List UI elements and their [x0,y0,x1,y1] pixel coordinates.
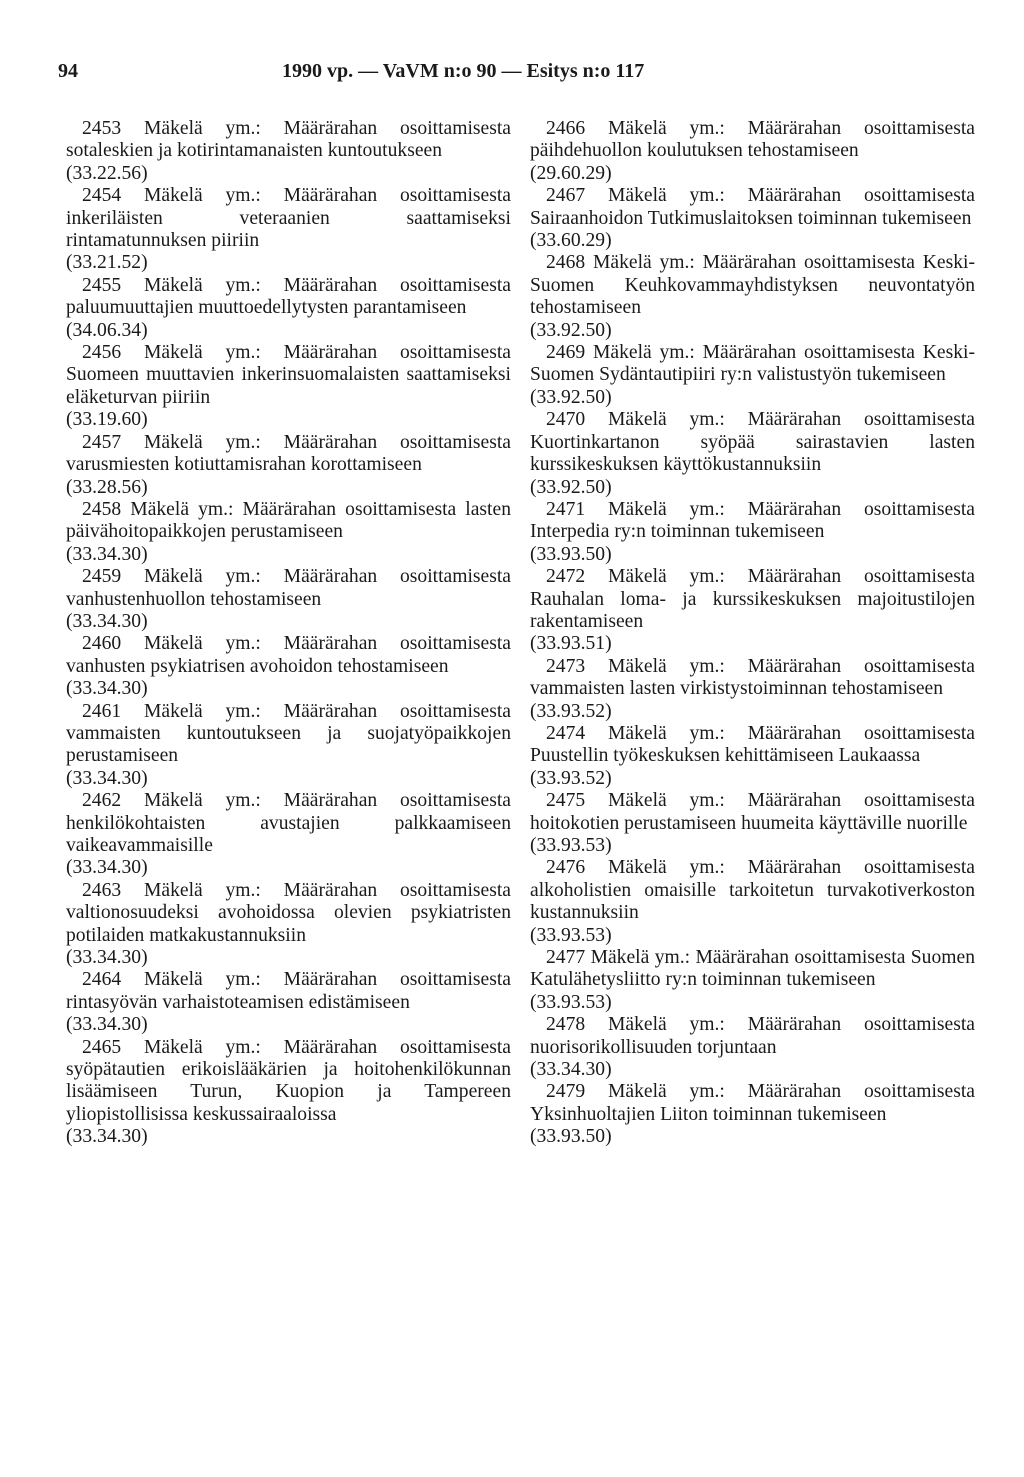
entry-text: 2462 Mäkelä ym.: Määrärahan osoittamisesta henkilökohtaisten avustajien palkkaamiseen vaikeavammaisille [66,790,511,856]
motion-entry [66,342,511,432]
motion-entry [530,566,975,656]
entry-text: 2458 Mäkelä ym.: Määrärahan osoittamisesta lasten päivähoitopaikkojen perustamiseen [66,498,511,543]
left-column [66,118,511,1149]
budget-code: (33.34.30) [66,1014,148,1036]
budget-code: (33.28.56) [66,476,148,498]
entry-text: 2467 Mäkelä ym.: Määrärahan osoittamisesta Sairaanhoidon Tutkimuslaitoksen toiminnan tukemiseen [530,185,975,229]
motion-entry [530,118,975,185]
entry-text: 2457 Mäkelä ym.: Määrärahan osoittamisesta varusmiesten kotiuttamisrahan korottamiseen [66,431,511,476]
motion-entry [66,118,511,185]
motion-entry [530,723,975,790]
motion-entry [66,432,511,499]
budget-code: (33.34.30) [530,1059,612,1081]
budget-code: (33.92.50) [530,386,612,408]
entry-text: 2479 Mäkelä ym.: Määrärahan osoittamisesta Yksinhuoltajien Liiton toiminnan tukemiseen [530,1081,975,1125]
right-column [530,118,975,1149]
motion-entry [530,1014,975,1081]
budget-code: (33.93.53) [530,835,612,856]
entry-text: 2455 Mäkelä ym.: Määrärahan osoittamisesta paluumuuttajien muuttoedellytysten parantamiseen [66,274,511,319]
budget-code: (33.93.52) [530,767,612,789]
entry-text: 2453 Mäkelä ym.: Määrärahan osoittamisesta sotaleskien ja kotirintamanaisten kuntoutukseen [66,118,511,162]
budget-code: (33.34.30) [66,767,148,789]
motion-entry [66,701,511,791]
entry-text: 2477 Mäkelä ym.: Määrärahan osoittamisesta Suomen Katulähetysliitto ry:n toiminnan tukemiseen [530,947,975,991]
motion-entry [530,499,975,566]
motion-entry [66,1037,511,1149]
entry-text: 2466 Mäkelä ym.: Määrärahan osoittamisesta päihdehuollon koulutuksen tehostamiseen [530,118,975,162]
entry-text: 2460 Mäkelä ym.: Määrärahan osoittamisesta vanhusten psykiatrisen avohoidon tehostamiseen [66,633,511,677]
entry-text: 2478 Mäkelä ym.: Määrärahan osoittamisesta nuorisorikollisuuden torjuntaan [530,1014,975,1058]
budget-code: (33.93.50) [530,543,612,565]
budget-code: (33.34.30) [66,1126,148,1148]
entry-text: 2464 Mäkelä ym.: Määrärahan osoittamisesta rintasyövän varhaistoteamisen edistämiseen [66,969,511,1013]
budget-code: (33.21.52) [66,252,148,274]
entry-text: 2465 Mäkelä ym.: Määrärahan osoittamisesta syöpätautien erikoislääkärien ja hoitohenkilökunnan lisäämiseen Turun, Kuopion ja Tampereen yliopistollisissa keskussairaaloissa [66,1036,511,1125]
entry-text: 2470 Mäkelä ym.: Määrärahan osoittamisesta Kuortinkartanon syöpää sairastavien lasten kurssikeskuksen käyttökustannuksiin [530,409,975,476]
motion-entry [530,1081,975,1148]
budget-code: (33.34.30) [66,947,148,969]
motion-entry [530,185,975,252]
motion-entry [66,275,511,342]
budget-code: (33.92.50) [530,319,612,341]
budget-code: (33.22.56) [66,162,148,184]
motion-entry [530,790,975,857]
motion-entry [530,857,975,947]
budget-code: (33.19.60) [66,409,148,431]
motion-entry [66,969,511,1036]
budget-code: (34.06.34) [66,319,148,341]
budget-code: (33.34.30) [66,543,148,565]
motion-entry [66,790,511,880]
running-head: 1990 vp. — VaVM n:o 90 — Esitys n:o 117 [282,60,645,82]
budget-code: (29.60.29) [530,162,612,184]
entry-text: 2476 Mäkelä ym.: Määrärahan osoittamisesta alkoholistien omaisille tarkoitetun turvakotiverkoston kustannuksiin [530,857,975,924]
motion-entry [530,947,975,1014]
motion-entry [530,252,975,342]
budget-code: (33.93.52) [530,700,612,722]
entry-text: 2468 Mäkelä ym.: Määrärahan osoittamisesta Keski-Suomen Keuhkovammayhdistyksen neuvontatyön tehostamiseen [530,252,975,319]
motion-entry [66,185,511,275]
budget-code: (33.93.50) [530,1126,612,1148]
entry-text: 2461 Mäkelä ym.: Määrärahan osoittamisesta vammaisten kuntoutukseen ja suojatyöpaikkojen perustamiseen [66,700,511,767]
budget-code: (33.34.30) [66,678,148,700]
motion-entry [530,409,975,499]
page-header [58,60,738,90]
entry-text: 2456 Mäkelä ym.: Määrärahan osoittamisesta Suomeen muuttavien inkerinsuomalaisten saattamiseksi eläketurvan piiriin [66,342,511,408]
entry-text: 2471 Mäkelä ym.: Määrärahan osoittamisesta Interpedia ry:n toiminnan tukemiseen [530,498,975,543]
entry-text: 2459 Mäkelä ym.: Määrärahan osoittamisesta vanhustenhuollon tehostamiseen [66,566,511,610]
motion-entry [66,566,511,633]
budget-code: (33.93.51) [530,633,612,655]
entry-text: 2463 Mäkelä ym.: Määrärahan osoittamisesta valtionosuudeksi avohoidossa olevien psykiatristen potilaiden matkakustannuksiin [66,879,511,946]
motion-entry [530,342,975,409]
motion-entry [66,633,511,700]
motion-entry [66,499,511,566]
budget-code: (33.93.53) [530,924,612,946]
motion-entry [530,656,975,723]
page-number: 94 [58,60,78,82]
budget-code: (33.34.30) [66,857,148,879]
motion-entry [66,880,511,970]
entry-text: 2475 Mäkelä ym.: Määrärahan osoittamisesta hoitokotien perustamiseen huumeita käyttäville nuorille [530,790,975,834]
entry-text: 2469 Mäkelä ym.: Määrärahan osoittamisesta Keski-Suomen Sydäntautipiiri ry:n valistustyön tukemiseen [530,342,975,386]
budget-code: (33.93.53) [530,991,612,1013]
budget-code: (33.92.50) [530,476,612,498]
entry-text: 2473 Mäkelä ym.: Määrärahan osoittamisesta vammaisten lasten virkistystoiminnan tehostamiseen [530,655,975,700]
entry-text: 2472 Mäkelä ym.: Määrärahan osoittamisesta Rauhalan loma- ja kurssikeskuksen majoitustilojen rakentamiseen [530,566,975,632]
entry-text: 2454 Mäkelä ym.: Määrärahan osoittamisesta inkeriläisten veteraanien saattamiseksi rintamatunnuksen piiriin [66,185,511,252]
budget-code: (33.60.29) [530,230,612,252]
entry-text: 2474 Mäkelä ym.: Määrärahan osoittamisesta Puustellin työkeskuksen kehittämiseen Laukaassa [530,722,975,767]
budget-code: (33.34.30) [66,610,148,632]
